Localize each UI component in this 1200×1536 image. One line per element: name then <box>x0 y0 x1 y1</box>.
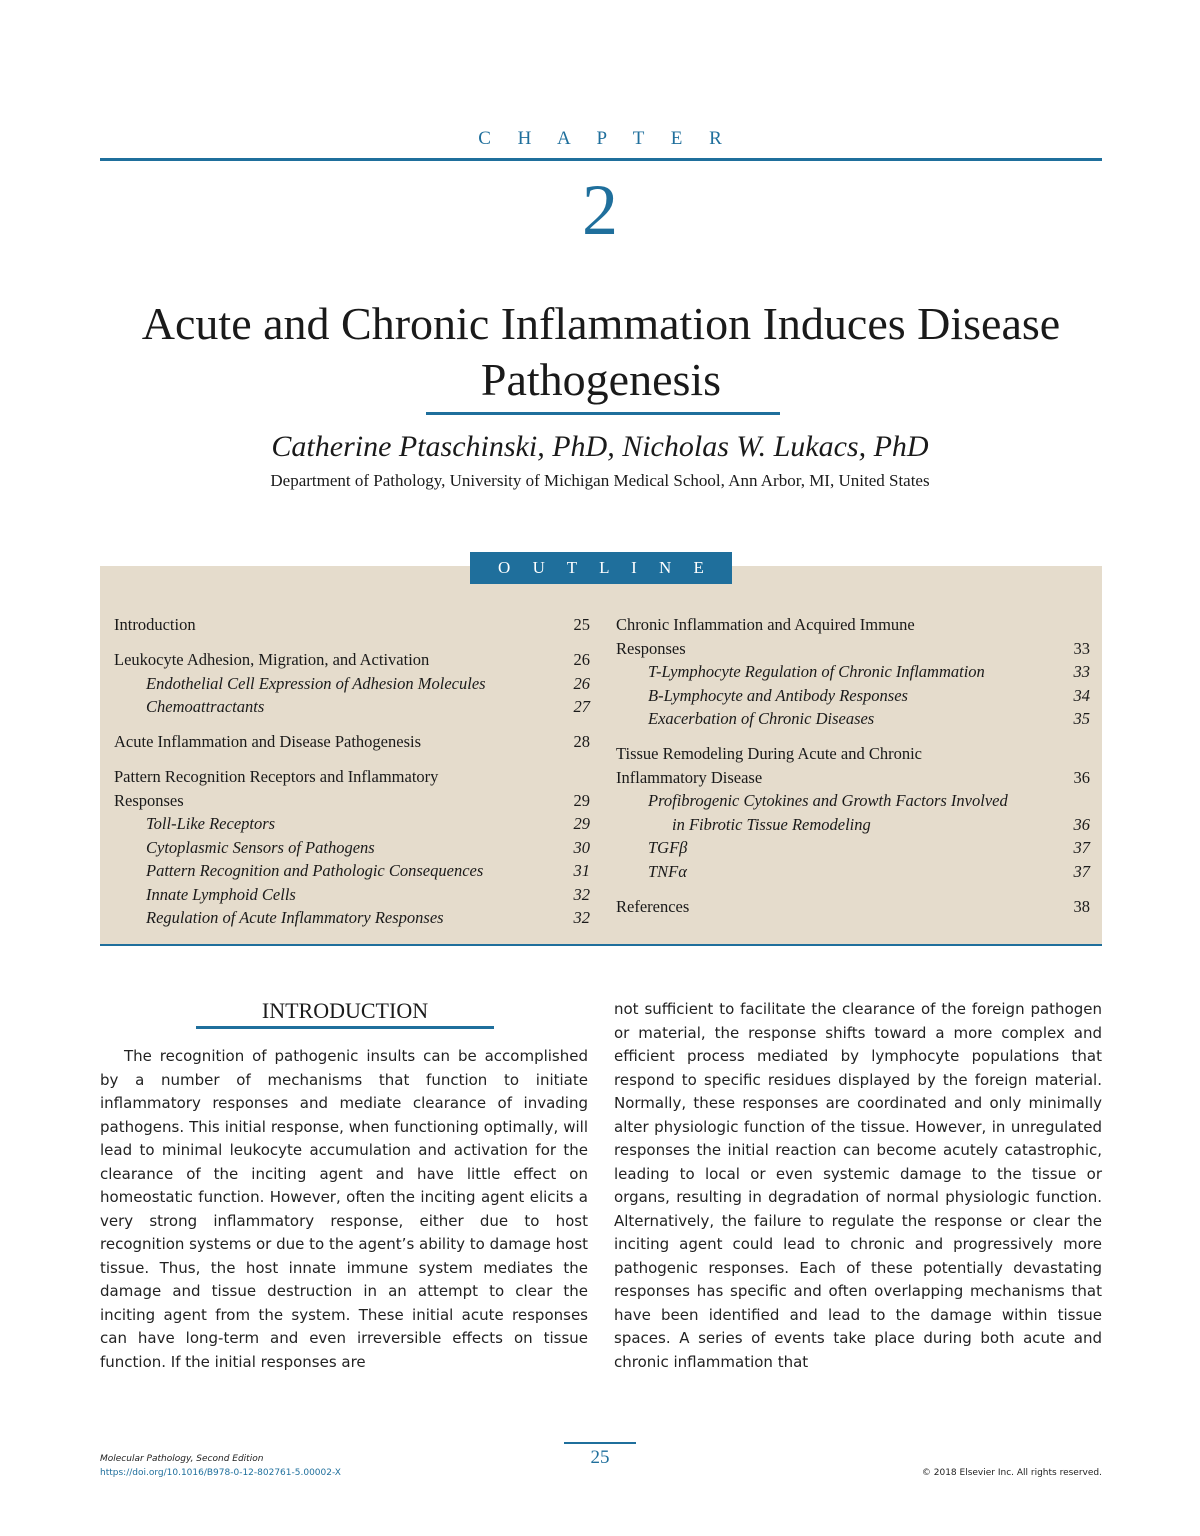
toc-entry-page: 29 <box>573 814 590 833</box>
toc-entry-title: Tissue Remodeling During Acute and Chronic <box>616 744 922 763</box>
body-paragraph-left: The recognition of pathogenic insults can be accomplished by a number of mechanisms that function to initiate inflammatory responses and mediate clearance of invading pathogens. This initial response, when functioning optimally, will lead to minimal leukocyte accumulation and activation for the clearance of the inciting agent and have little effect on homeostatic function. However, often the inciting agent elicits a very strong inflammatory response, either due to host recognition systems or due to the agent’s ability to damage host tissue. Thus, the host innate immune system mediates the damage and tissue destruction in an attempt to clear the inciting agent from the system. These initial acute responses can have long-term and even irreversible effects on tissue function. If the initial responses are <box>100 1047 589 1371</box>
section-heading: INTRODUCTION <box>261 998 429 1023</box>
toc-entry[interactable] <box>616 766 1090 790</box>
toc-entry[interactable] <box>114 695 590 719</box>
outline-label: O U T L I N E <box>470 552 732 584</box>
toc-entry-title: in Fibrotic Tissue Remodeling <box>672 814 871 834</box>
toc-entry[interactable] <box>114 765 590 789</box>
toc-entry-title: Toll-Like Receptors <box>146 814 276 833</box>
affiliation: Department of Pathology, University of Michigan Medical School, Ann Arbor, MI, United States <box>270 471 930 490</box>
toc-entry[interactable] <box>114 906 590 930</box>
toc-entry-page: 37 <box>1073 838 1090 857</box>
footer-citation <box>100 1452 341 1480</box>
toc-entry-title: Acute Inflammation and Disease Pathogenesis <box>114 732 421 751</box>
toc-entry[interactable] <box>616 637 1090 661</box>
toc-entry-title: Pattern Recognition Receptors and Inflammatory <box>114 767 439 786</box>
toc-entry-title: Regulation of Acute Inflammatory Responses <box>146 908 444 927</box>
toc-entry[interactable] <box>616 813 1090 837</box>
title-divider <box>426 412 780 415</box>
toc-entry-title: Cytoplasmic Sensors of Pathogens <box>146 837 375 857</box>
toc-entry[interactable] <box>616 660 1090 684</box>
toc-entry[interactable] <box>114 648 590 672</box>
page-number: 25 <box>590 1447 610 1468</box>
toc-entry-title: Introduction <box>114 615 196 634</box>
toc-entry-title: Pattern Recognition and Pathologic Consequences <box>146 861 484 880</box>
authors: Catherine Ptaschinski, PhD, Nicholas W. Lukacs, PhD <box>271 430 929 463</box>
toc-entry[interactable] <box>616 742 1090 766</box>
toc-entry[interactable] <box>616 789 1090 813</box>
toc-entry-title: TGFβ <box>648 838 688 857</box>
toc-entry-page: 26 <box>573 650 590 669</box>
chapter-number: 2 <box>582 170 618 250</box>
chapter-label: C H A P T E R <box>478 128 733 149</box>
toc-entry[interactable] <box>114 883 590 907</box>
toc-entry-page: 27 <box>573 697 590 716</box>
body-paragraph-right: not sufficient to facilitate the clearance of the foreign pathogen or material, the response shifts toward a more complex and efficient process mediated by lymphocyte populations that respond to specific residues displayed by the foreign material. Normally, these responses are coordinated and only minimally alter physiologic function of the tissue. However, in unregulated responses the initial reaction can become acutely catastrophic, leading to local or even systemic damage to the tissue or organs, resulting in degradation of normal physiologic function. Alternatively, the failure to regulate the response or clear the inciting agent could lead to chronic and progressively more pathogenic responses. Each of these potentially devastating responses has specific and often overlapping mechanisms that have been identified and lead to the damage within tissue spaces. A series of events take place during both acute and chronic inflammation that <box>614 1000 1102 1371</box>
toc-entry-title: References <box>616 896 690 916</box>
toc-entry[interactable] <box>114 613 590 637</box>
toc-entry-title: T-Lymphocyte Regulation of Chronic Inflammation <box>648 662 985 681</box>
chapter-title: Acute and Chronic Inflammation Induces Disease Pathogenesis <box>141 298 1061 405</box>
toc-entry-page: 32 <box>573 884 590 904</box>
toc-entry-page: 34 <box>1073 685 1090 705</box>
toc-entry-title: Innate Lymphoid Cells <box>146 884 296 904</box>
toc-entry-page: 28 <box>573 732 590 751</box>
toc-entry[interactable] <box>114 812 590 836</box>
toc-entry-page: 37 <box>1073 861 1090 881</box>
toc-entry[interactable] <box>616 836 1090 860</box>
outline-right-column <box>616 613 1090 918</box>
toc-entry[interactable] <box>616 613 1090 637</box>
toc-entry[interactable] <box>114 730 590 754</box>
toc-entry-page: 30 <box>573 837 590 857</box>
toc-entry-title: Exacerbation of Chronic Diseases <box>648 709 875 728</box>
toc-entry-title: Profibrogenic Cytokines and Growth Factors Involved <box>648 791 1008 810</box>
toc-entry-page: 33 <box>1073 638 1090 658</box>
outline-left-column <box>114 613 590 930</box>
toc-entry-title: B-Lymphocyte and Antibody Responses <box>648 685 908 705</box>
toc-entry-title: Responses <box>616 638 686 658</box>
toc-entry-page: 35 <box>1073 709 1090 728</box>
toc-entry-page: 32 <box>573 908 590 927</box>
toc-entry[interactable] <box>114 672 590 696</box>
toc-entry-page: 36 <box>1073 767 1090 787</box>
book-title: Molecular Pathology, Second Edition <box>100 1454 264 1464</box>
toc-entry-page: 33 <box>1073 662 1090 681</box>
toc-entry-title: Leukocyte Adhesion, Migration, and Activation <box>114 650 430 669</box>
toc-entry-page: 26 <box>573 673 590 693</box>
toc-entry-title: Chemoattractants <box>146 697 265 716</box>
page-number-divider <box>564 1442 636 1444</box>
toc-entry-title: TNFα <box>648 861 687 881</box>
toc-entry[interactable] <box>616 860 1090 884</box>
toc-entry-page: 31 <box>573 861 590 880</box>
toc-entry-title: Endothelial Cell Expression of Adhesion Molecules <box>146 673 486 693</box>
toc-entry[interactable] <box>616 684 1090 708</box>
toc-entry-page: 36 <box>1073 814 1090 834</box>
toc-entry-page: 25 <box>573 615 590 634</box>
copyright-notice: © 2018 Elsevier Inc. All rights reserved. <box>921 1468 1102 1478</box>
toc-entry-page: 38 <box>1073 896 1090 916</box>
section-heading-divider <box>196 1026 494 1029</box>
toc-entry[interactable] <box>114 836 590 860</box>
toc-entry[interactable] <box>616 707 1090 731</box>
toc-entry[interactable] <box>114 859 590 883</box>
doi-link[interactable]: https://doi.org/10.1016/B978-0-12-802761-5.00002-X <box>100 1468 341 1478</box>
toc-entry-page: 29 <box>573 790 590 810</box>
toc-entry[interactable] <box>616 895 1090 919</box>
header-divider <box>100 158 1102 161</box>
toc-entry[interactable] <box>114 789 590 813</box>
toc-entry-title: Responses <box>114 790 184 810</box>
toc-entry-title: Inflammatory Disease <box>616 767 763 787</box>
toc-entry-title: Chronic Inflammation and Acquired Immune <box>616 615 915 634</box>
